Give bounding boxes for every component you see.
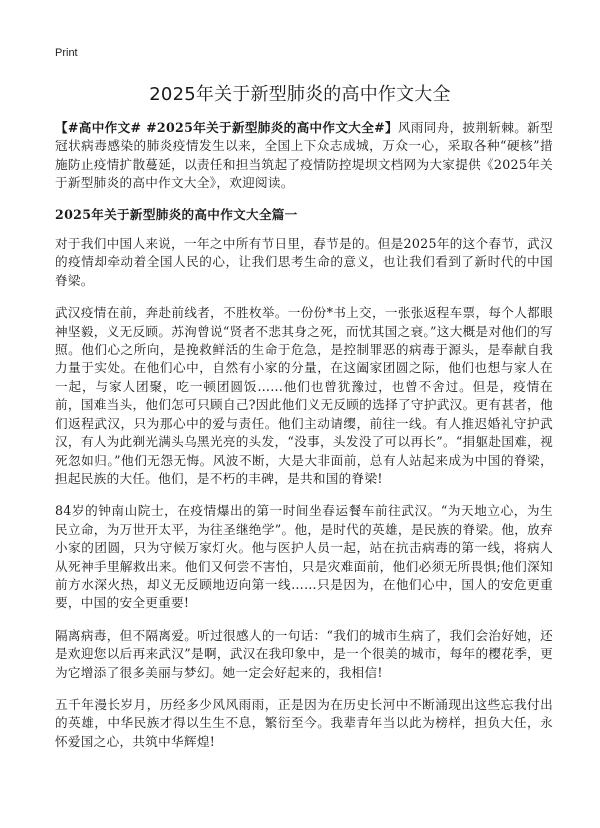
print-link[interactable]: Print [55,47,78,59]
lead-tag: 【#高中作文# #2025年关于新型肺炎的高中作文大全#】 [55,120,398,135]
lead-paragraph [55,119,553,193]
article-title: 2025年关于新型肺炎的高中作文大全 [149,84,451,105]
paragraph-4: 隔离病毒，但不隔离爱。听过很感人的一句话：“我们的城市生病了，我们会治好她，还是欢迎您以后再来武汉”是啊，武汉在我印象中，是一个很美的城市，每年的樱花季，更为它增添了很多美丽与梦幻。她一定会好起来的，我相信! [55,627,553,680]
paragraph-2: 武汉疫情在前，奔赴前线者，不胜枚举。一份份*书上交，一张张返程车票，每个人都眼神坚毅，义无反顾。苏洵曾说“贤者不悲其身之死，而忧其国之衰。”这大概是对他们的写照。他们心之所向，是挽救鲜活的生命于危急，是控制罪恶的病毒于源头，是奉献自我力量于实处。在他们心中，自然有小家的分量，在这阖家团圆之际，他们也想与家人在一起，与家人团聚，吃一顿团圆饭……他们也曾犹豫过，也曾不舍过。但是，疫情在前，国难当头，他们怎可只顾自己?因此他们义无反顾的选择了守护武汉。更有甚者，他们返程武汉，只为那心中的爱与责任。他们主动请缨，前往一线。有人推迟婚礼守护武汉，有人为此剃光满头乌黑光亮的头发，“没事，头发没了可以再长”。“捐躯赴国难，视死忽如归。”他们无怨无悔。风波不断，大是大非面前，总有人站起来成为中国的脊梁，担起民族的大任。他们，是不朽的丰碑，是共和国的脊梁! [55,305,553,486]
paragraph-3: 84岁的钟南山院士，在疫情爆出的第一时间坐春运餐车前往武汉。“为天地立心，为生民立命，为万世开太平，为往圣继绝学”。他，是时代的英雄，是民族的脊梁。他，放弃小家的团圆，只为守候万家灯火。他与医护人员一起，站在抗击病毒的第一线，将病人从死神手里解救出来。他们又何尝不害怕，只是灾难面前，他们必须无所畏惧;他们深知前方水深火热，却义无反顾地迈向第一线……只是因为，在他们心中，国人的安危更重要，中国的安全更重要! [55,503,553,611]
section-heading: 2025年关于新型肺炎的高中作文大全篇一 [55,206,298,222]
article-body [55,119,553,765]
paragraph-5: 五千年漫长岁月，历经多少风风雨雨，正是因为在历史长河中不断涌现出这些忘我付出的英雄，中华民族才得以生生不息，繁衍至今。我辈青年当以此为榜样，担负大任，永怀爱国之心，共筑中华辉煌! [55,696,553,749]
lead-text: 风雨同舟，披荆斩棘。新型冠状病毒感染的肺炎疫情发生以来，全国上下众志成城，万众一心，采取各种“硬核”措施防止疫情扩散蔓延，以责任和担当筑起了疫情防控堤坝文档网为大家提供《2025年关于新型肺炎的高中作文大全》，欢迎阅读。 [55,120,553,191]
paragraph-1: 对于我们中国人来说，一年之中所有节日里，春节是的。但是2025年的这个春节，武汉的疫情却牵动着全国人民的心，让我们思考生命的意义，也让我们看到了新时代的中国脊梁。 [55,236,553,288]
